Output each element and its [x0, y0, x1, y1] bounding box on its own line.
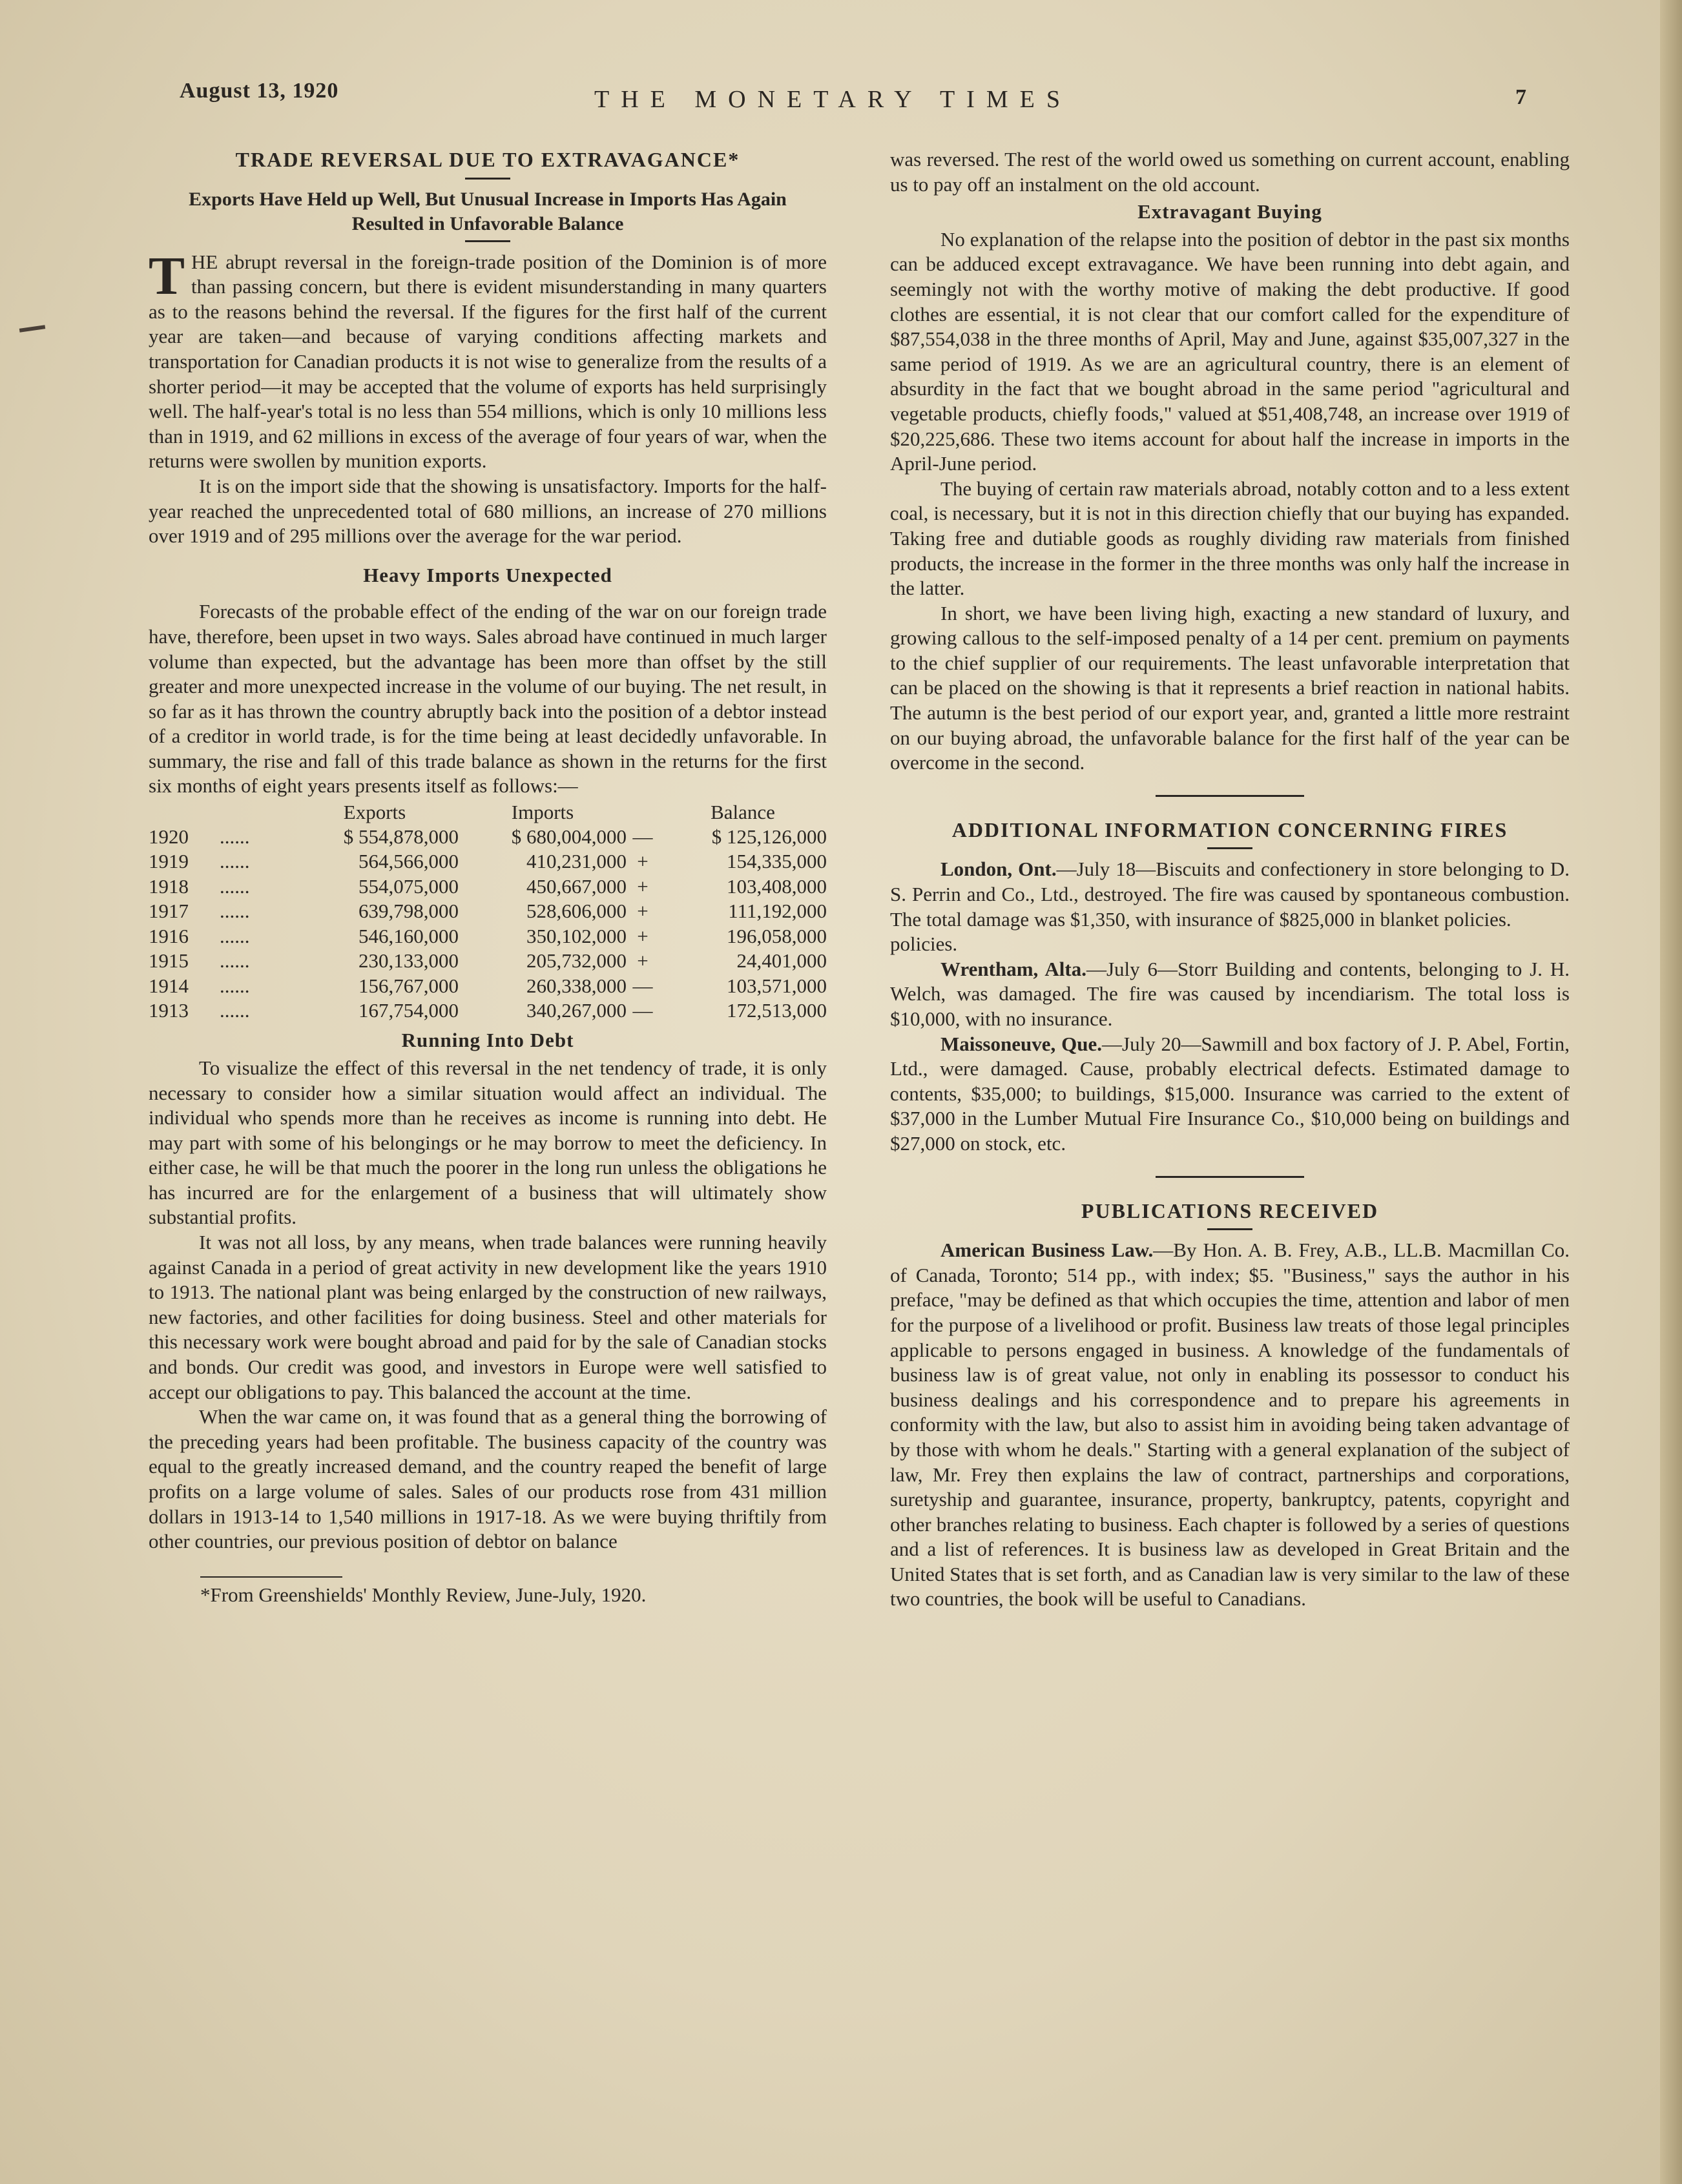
table-cell-balance: 196,058,000: [727, 924, 827, 947]
section-divider: [1156, 795, 1304, 797]
table-cell-imports: 410,231,000: [526, 850, 627, 873]
paragraph: It is on the import side that the showing is unsatisfactory. Imports for the half-year reached the unprecedented total of 680 millions, an increase of 270 millions over 1919 and of 295 millions over the average for the war period.: [149, 474, 827, 548]
column-header: Exports: [343, 801, 406, 824]
subheading: Running Into Debt: [401, 1029, 574, 1052]
issue-date: August 13, 1920: [180, 79, 339, 103]
subheading: Extravagant Buying: [1137, 200, 1322, 223]
paragraph: THE abrupt reversal in the foreign-trade position of the Dominion is of more than passing concern, but there is evident misunderstanding in many quarters as to the reasons behind the reversal. If the figures for the first half of the current year are taken—and because of varying conditions affecting markets and transportation for Canadian products it is not wise to generalize from the results of a shorter period—it may be accepted that the volume of exports has held surprisingly well. The half-year's total is no less than 554 millions, which is only 10 millions less than in 1919, and 62 millions in excess of the average of four years of war, when the returns were swollen by munition exports.: [149, 245, 827, 473]
table-cell-exports: $ 554,878,000: [343, 825, 459, 849]
table-cell-imports: $ 680,004,000: [511, 825, 627, 849]
article-headline: TRADE REVERSAL DUE TO EXTRAVAGANCE*: [235, 148, 740, 171]
table-cell-year: 1916: [149, 924, 189, 947]
section-divider: [1156, 1176, 1304, 1178]
article-deck: Exports Have Held up Well, But Unusual Increase in Imports Has Again Resulted in Unfavorable Balance: [189, 188, 787, 234]
table-cell-balance: 103,408,000: [727, 874, 827, 898]
table-cell-balance: 24,401,000: [736, 949, 827, 973]
table-cell-balance: 111,192,000: [728, 900, 827, 923]
table-cell-exports: 156,767,000: [358, 974, 459, 997]
fire-item: Wrentham, Alta.—July 6—Storr Building and contents, belonging to J. H. Welch, was damaged. The fire was caused by incendiarism. The total loss is $10,000, with no insurance.: [890, 957, 1570, 1030]
table-cell-exports: 564,566,000: [358, 850, 459, 873]
divider: [1207, 1228, 1252, 1230]
table-cell-exports: 546,160,000: [358, 924, 459, 947]
fire-item: London, Ont.—July 18—Biscuits and confectionery in store belonging to D. S. Perrin and Co., Ltd., destroyed. The fire was caused by spontaneous combustion. The total damage was $1,350, with insurance of $825,000 in blanket policies.: [890, 858, 1570, 931]
trade-balance-table: [149, 800, 827, 1023]
table-cell-dots: ......: [220, 974, 250, 997]
table-row: [149, 998, 827, 1023]
table-cell-exports: 554,075,000: [358, 874, 459, 898]
article-headline: PUBLICATIONS RECEIVED: [1081, 1199, 1379, 1222]
table-cell-imports: 450,667,000: [526, 874, 627, 898]
table-cell-sign: +: [637, 874, 649, 898]
table-cell-year: 1919: [149, 850, 189, 873]
paragraph: No explanation of the relapse into the position of debtor in the past six months can be adduced except extravagance. We have been running into debt again, and seemingly not with the worthy motive of making the debt productive. If good clothes are essential, it is not clear that our comfort called for the expenditure of $87,554,038 in the three months of April, May and June, against $35,007,327 in the same period of 1919. As we are an agricultural country, there is an element of absurdity in the fact that we bought abroad in the same period "agricultural and vegetable products, chiefly foods," valued at $51,408,748, an increase over 1919 of $20,225,686. These two items account for about half the increase in imports in the April-June period.: [890, 227, 1570, 475]
table-row: [149, 874, 827, 899]
fire-item: Maissoneuve, Que.—July 20—Sawmill and box factory of J. P. Abel, Fortin, Ltd., were damaged. Cause, probably electrical defects. Estimated damage to contents, $35,000; to buildings, $15,000. Insurance was carried to the extent of $37,000 in the Lumber Mutual Fire Insurance Co., $10,000 being on buildings and $27,000 on stock, etc.: [890, 1032, 1570, 1155]
table-cell-sign: —: [632, 998, 653, 1022]
publication-title: THE MONETARY TIMES: [594, 86, 1072, 113]
table-cell-imports: 340,267,000: [526, 998, 627, 1022]
table-cell-year: 1914: [149, 974, 189, 997]
footnote-rule: [200, 1576, 342, 1578]
table-cell-year: 1920: [149, 825, 189, 849]
table-cell-year: 1913: [149, 998, 189, 1022]
book-review: American Business Law.—By Hon. A. B. Frey, A.B., LL.B. Macmillan Co. of Canada, Toronto; 514 pp., with index; $5. "Business," says the author in his preface, "may be defined as that which occupies the time, attention and labor of men for the purpose of a livelihood or profit. Business law treats of those legal principles applicable to persons engaged in business. A knowledge of the fundamentals of business law is of great value, not only in enabling its possessor to conduct his business dealings and his correspondence and to prepare his agreements in conformity with the law, but also to assist him in avoiding being taken advantage of by those with whom he deals." Starting with a general explanation of the subject of law, Mr. Frey then explains the law of contract, partnerships and corporations, suretyship and guarantee, insurance, property, bankruptcy, patents, copyright and other branches relating to business. Each chapter is followed by a series of questions and a list of references. It is business law as developed in Great Britain and the United States that is set forth, and as Canadian law is very similar to the law of these two countries, the book will be useful to Canadians.: [890, 1239, 1570, 1611]
binding-edge: [1660, 0, 1682, 2184]
table-cell-exports: 639,798,000: [358, 900, 459, 923]
table-cell-balance: 154,335,000: [727, 850, 827, 873]
divider: [1207, 847, 1252, 849]
table-cell-balance: 103,571,000: [727, 974, 827, 997]
table-row: [149, 849, 827, 874]
column-header: Imports: [511, 801, 574, 824]
table-row: [149, 949, 827, 973]
column-header: Balance: [711, 801, 775, 824]
article-headline: ADDITIONAL INFORMATION CONCERNING FIRES: [951, 818, 1508, 841]
table-cell-balance: 172,513,000: [727, 998, 827, 1022]
drop-cap: T: [149, 245, 185, 306]
table-cell-year: 1915: [149, 949, 189, 973]
table-row: [149, 924, 827, 949]
table-cell-exports: 167,754,000: [358, 998, 459, 1022]
table-cell-sign: +: [637, 900, 649, 923]
paragraph: was reversed. The rest of the world owed us something on current account, enabling us to pay off an instalment on the old account.: [890, 148, 1570, 196]
table-cell-imports: 205,732,000: [526, 949, 627, 973]
table-cell-sign: —: [632, 825, 653, 849]
table-cell-year: 1917: [149, 900, 189, 923]
table-cell-dots: ......: [220, 949, 250, 973]
paragraph: The buying of certain raw materials abroad, notably cotton and to a less extent coal, is necessary, but it is not in this direction chiefly that our buying has expanded. Taking free and dutiable goods as roughly dividing raw materials from finished products, the increase in the former in the three months was only half the increase in the latter.: [890, 477, 1570, 600]
table-header-row: [149, 800, 827, 825]
page-number: 7: [1515, 85, 1526, 109]
right-column: [890, 147, 1570, 1612]
table-cell-dots: ......: [220, 850, 250, 873]
footnote: *From Greenshields' Monthly Review, June-July, 1920.: [200, 1583, 647, 1606]
paragraph: To visualize the effect of this reversal in the net tendency of trade, it is only necessary to consider how a similar situation would affect an individual. The individual who spends more than he receives as income is running into debt. He may part with some of his belongings or he may borrow to meet the deficiency. In either case, he will be that much the poorer in the long run unless the obligations he has incurred are for the enlargement of a business that will ultimately show substantial profits.: [149, 1056, 827, 1229]
paragraph: It was not all loss, by any means, when trade balances were running heavily against Canada in a period of great activity in new development like the years 1910 to 1913. The national plant was being enlarged by the construction of new railways, new factories, and other facilities for doing business. Steel and other materials for this necessary work were bought abroad and paid for by the sale of Canadian stocks and bonds. Our credit was good, and investors in Europe were well satisfied to accept our obligations to pay. This balanced the account at the time.: [149, 1231, 827, 1403]
table-cell-imports: 260,338,000: [526, 974, 627, 997]
table-cell-dots: ......: [220, 924, 250, 947]
table-cell-imports: 350,102,000: [526, 924, 627, 947]
table-cell-dots: ......: [220, 874, 250, 898]
paragraph: When the war came on, it was found that as a general thing the borrowing of the preceding years had been profitable. The business capacity of the country was equal to the greatly increased demand, and the country reaped the benefit of large profits on a large volume of sales. Sales of our products rose from 431 million dollars in 1913-14 to 1,540 millions in 1917-18. As we were buying thriftily from other countries, our previous position of debtor on balance: [149, 1405, 827, 1553]
subheading: Heavy Imports Unexpected: [363, 563, 612, 586]
fire-item-continuation: policies.: [890, 932, 958, 956]
table-cell-sign: —: [632, 974, 653, 997]
running-header: [0, 76, 1682, 121]
divider: [465, 178, 510, 180]
table-cell-sign: +: [637, 949, 649, 973]
table-cell-sign: +: [637, 924, 649, 947]
table-cell-year: 1918: [149, 874, 189, 898]
table-cell-balance: $ 125,126,000: [711, 825, 827, 849]
table-row: [149, 825, 827, 849]
divider: [465, 240, 510, 242]
paragraph: In short, we have been living high, exacting a new standard of luxury, and growing callous to the self-imposed penalty of a 14 per cent. premium on payments to the chief supplier of our requirements. The least unfavorable interpretation that can be placed on the showing is that it represents a brief reaction in national habits. The autumn is the best period of our export year, and, granted a little more restraint on our buying abroad, the unfavorable balance for the first half of the year can be overcome in the second.: [890, 601, 1570, 774]
table-cell-imports: 528,606,000: [526, 900, 627, 923]
margin-pencil-mark: [19, 325, 45, 333]
table-cell-dots: ......: [220, 998, 250, 1022]
table-cell-dots: ......: [220, 825, 250, 849]
table-cell-sign: +: [637, 850, 649, 873]
paragraph: Forecasts of the probable effect of the ending of the war on our foreign trade have, therefore, been upset in two ways. Sales abroad have continued in much larger volume than expected, but the advantage has been more than offset by the still greater and more unexpected increase in the volume of our buying. The net result, in so far as it has thrown the country abruptly back into the position of a debtor instead of a creditor in world trade, is for the time being at least decidedly unfavorable. In summary, the rise and fall of this trade balance as shown in the returns for the first six months of eight years presents itself as follows:—: [149, 600, 827, 798]
table-row: [149, 974, 827, 998]
table-row: [149, 899, 827, 923]
table-cell-exports: 230,133,000: [358, 949, 459, 973]
left-column: [149, 147, 827, 1607]
table-cell-dots: ......: [220, 900, 250, 923]
